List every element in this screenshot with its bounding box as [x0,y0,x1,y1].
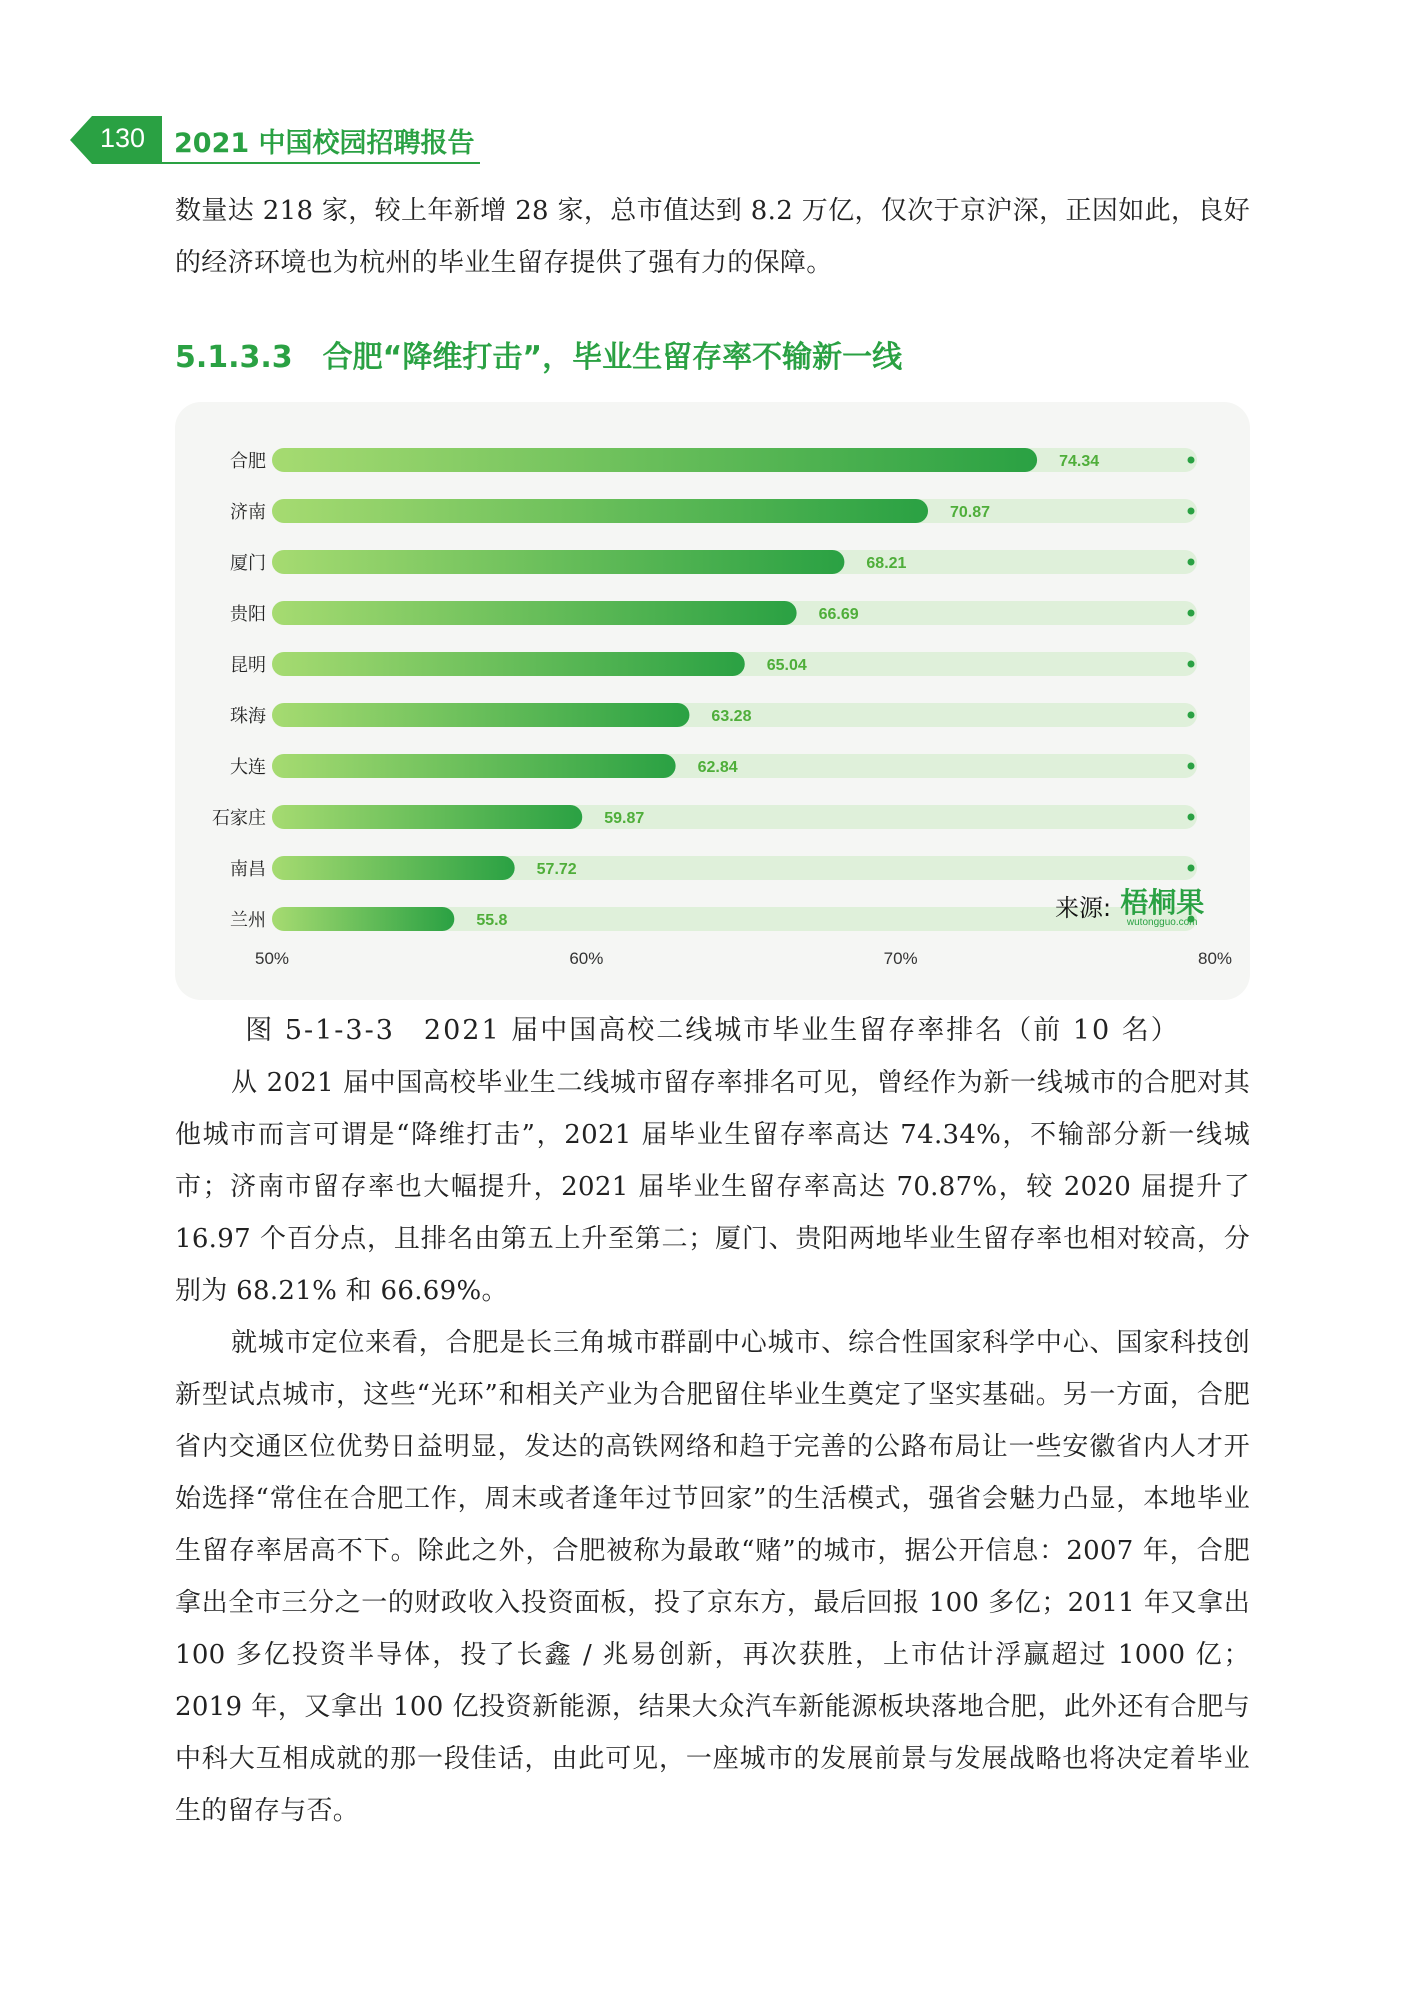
report-title: 2021 中国校园招聘报告 [174,128,475,159]
bar-value-label: 66.69 [818,606,859,623]
logo-name: 梧桐果 [1120,886,1205,919]
body-text [175,1057,1250,1837]
bar-value-label: 59.87 [604,810,645,827]
bar-value-label: 63.28 [711,708,752,725]
bar-track-end-dot [1188,457,1195,464]
bar-track-end-dot [1188,559,1195,566]
category-label: 珠海 [230,706,266,727]
source-label: 来源: [1055,894,1112,922]
logo-url: wutongguo.com [1126,917,1198,928]
x-tick-label: 60% [569,949,604,968]
page-header [70,116,480,164]
x-tick-label: 50% [254,949,290,968]
bar-value-label: 55.8 [476,912,508,929]
bar-value-label: 57.72 [536,861,577,878]
bar-track-end-dot [1188,763,1195,770]
bar-track-end-dot [1188,610,1195,617]
bar [272,448,1037,472]
bar [272,856,515,880]
figure-caption: 图 5-1-3-3 2021 届中国高校二线城市毕业生留存率排名（前 10 名） [245,1015,1180,1046]
category-label: 昆明 [230,655,266,676]
bar [272,550,844,574]
section-title: 5.1.3.3 合肥“降维打击”，毕业生留存率不输新一线 [175,340,903,375]
bar-value-label: 68.21 [866,555,907,572]
category-label: 贵阳 [230,604,266,625]
bar [272,907,454,931]
bar-value-label: 65.04 [766,657,807,674]
bar-value-label: 74.34 [1059,453,1100,470]
bar-track-end-dot [1188,712,1195,719]
category-label: 济南 [230,502,266,523]
body-paragraph-1: 从 2021 届中国高校毕业生二线城市留存率排名可见，曾经作为新一线城市的合肥对其他城市而言可谓是“降维打击”，2021 届毕业生留存率高达 74.34%，不输部分新一线城市；济南市留存率也大幅提升，2021 届毕业生留存率高达 70.87%，较 2020 届提升了 16.97 个百分点，且排名由第五上升至第二；厦门、贵阳两地毕业生留存率也相对较高，分别为 68.21% 和 66.69%。 [175,1068,1250,1306]
bar [272,499,928,523]
bar [272,703,689,727]
chart-source [1055,888,1204,928]
bar [272,805,582,829]
page-number: 130 [100,123,146,153]
wutongguo-logo [1120,888,1204,928]
body-paragraph-2: 就城市定位来看，合肥是长三角城市群副中心城市、综合性国家科学中心、国家科技创新型试点城市，这些“光环”和相关产业为合肥留住毕业生奠定了坚实基础。另一方面，合肥省内交通区位优势日益明显，发达的高铁网络和趋于完善的公路布局让一些安徽省内人才开始选择“常住在合肥工作，周末或者逢年过节回家”的生活模式，强省会魅力凸显，本地毕业生留存率居高不下。除此之外，合肥被称为最敢“赌”的城市，据公开信息：2007 年，合肥拿出全市三分之一的财政收入投资面板，投了京东方，最后回报 100 多亿；2011 年又拿出 100 多亿投资半导体，投了长鑫 / 兆易创新，再次获胜，上市估计浮赢超过 1000 亿；2019 年，又拿出 100 亿投资新能源，结果大众汽车新能源板块落地合肥，此外还有合肥与中科大互相成就的那一段佳话，由此可见，一座城市的发展前景与发展战略也将决定着毕业生的留存与否。 [175,1328,1250,1826]
bar [272,754,676,778]
intro-text [175,185,1250,289]
x-tick-label: 70% [883,949,918,968]
bar-track-end-dot [1188,661,1195,668]
category-label: 石家庄 [212,808,266,829]
bar-track-end-dot [1188,508,1195,515]
intro-paragraph: 数量达 218 家，较上年新增 28 家，总市值达到 8.2 万亿，仅次于京沪深，正因如此，良好的经济环境也为杭州的毕业生留存提供了强有力的保障。 [175,196,1250,278]
bar-value-label: 70.87 [950,504,991,521]
bar-track-end-dot [1188,814,1195,821]
header-underline [162,162,480,164]
bar-value-label: 62.84 [697,759,738,776]
bar-track-end-dot [1188,865,1195,872]
category-label: 合肥 [230,451,266,472]
x-tick-label: 80% [1197,949,1233,968]
bar-chart-panel [175,402,1250,1000]
bar [272,601,797,625]
category-label: 南昌 [230,859,266,880]
category-label: 兰州 [230,910,266,931]
category-label: 大连 [230,757,266,778]
category-label: 厦门 [230,553,266,574]
bar [272,652,745,676]
